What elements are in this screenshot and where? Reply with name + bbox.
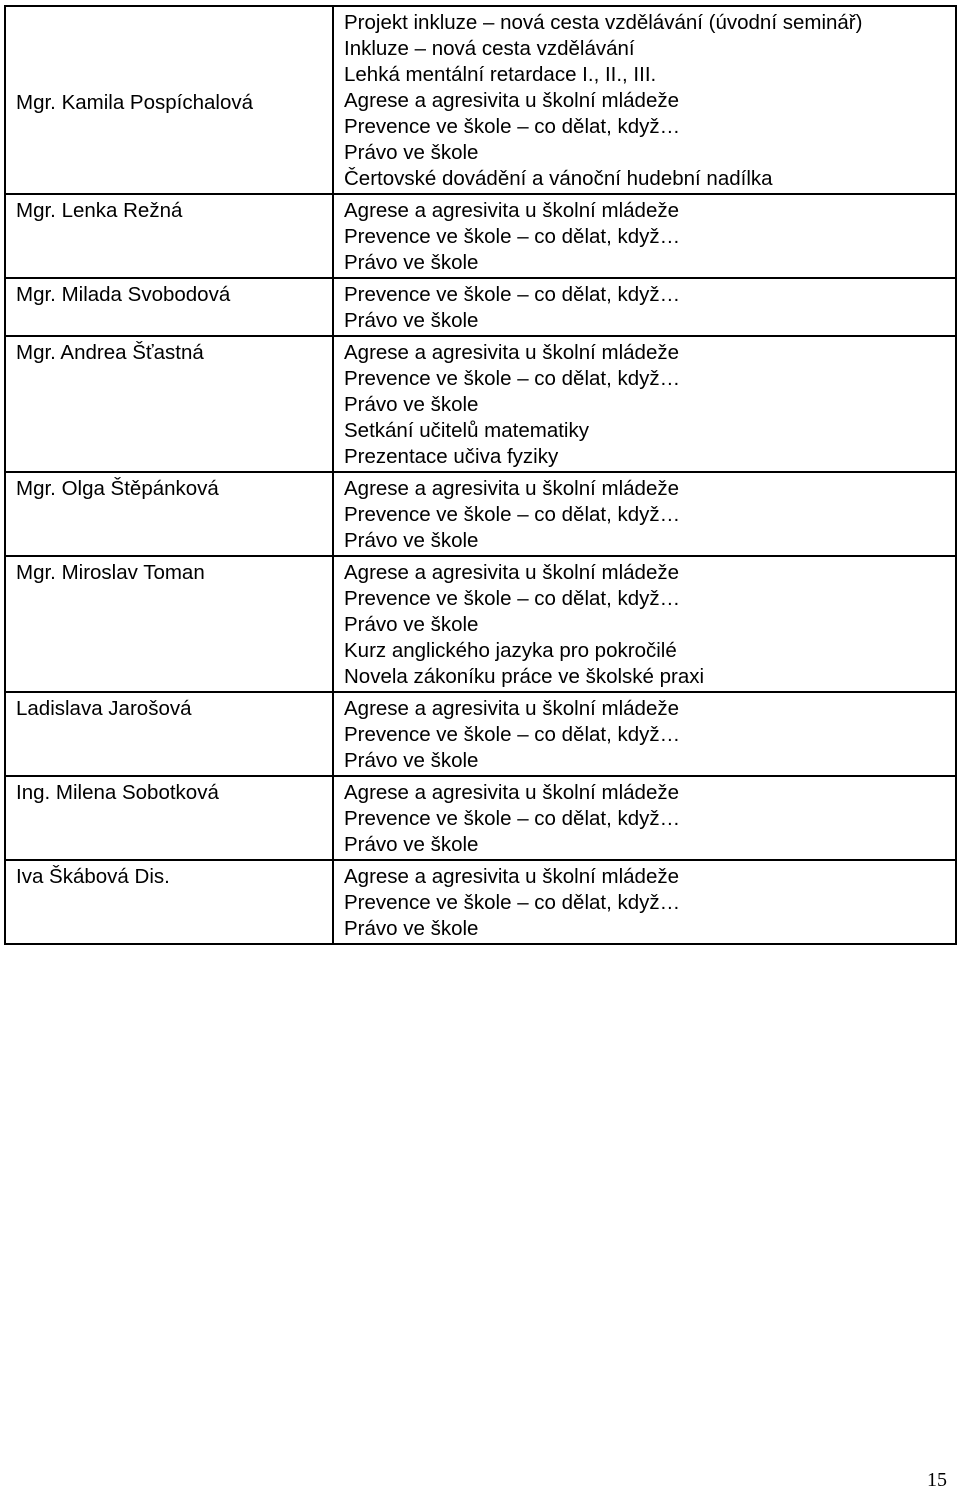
table-row bbox=[5, 860, 956, 944]
course-item: Právo ve škole bbox=[344, 393, 479, 416]
course-item: Prezentace učiva fyziky bbox=[344, 445, 559, 468]
person-name: Iva Škábová Dis. bbox=[16, 865, 170, 888]
person-cell bbox=[5, 556, 333, 692]
training-table bbox=[4, 5, 957, 945]
person-cell bbox=[5, 776, 333, 860]
course-item: Právo ve škole bbox=[344, 749, 479, 772]
course-item: Agrese a agresivita u školní mládeže bbox=[344, 865, 680, 888]
course-item: Agrese a agresivita u školní mládeže bbox=[344, 199, 680, 222]
person-name: Mgr. Olga Štěpánková bbox=[16, 477, 219, 500]
table-row bbox=[5, 472, 956, 556]
course-item: Právo ve škole bbox=[344, 251, 479, 274]
courses-cell bbox=[333, 776, 956, 860]
course-item: Právo ve škole bbox=[344, 309, 479, 332]
course-item: Prevence ve škole – co dělat, když… bbox=[344, 283, 681, 306]
course-item: Právo ve škole bbox=[344, 141, 479, 164]
courses-cell bbox=[333, 336, 956, 472]
course-item: Právo ve škole bbox=[344, 833, 479, 856]
table-row bbox=[5, 6, 956, 194]
training-table-body bbox=[5, 6, 956, 944]
courses-cell bbox=[333, 472, 956, 556]
course-item: Setkání učitelů matematiky bbox=[344, 419, 589, 442]
person-name: Ing. Milena Sobotková bbox=[16, 781, 219, 804]
table-row bbox=[5, 556, 956, 692]
course-item: Novela zákoníku práce ve školské praxi bbox=[344, 665, 705, 688]
course-item: Prevence ve škole – co dělat, když… bbox=[344, 723, 681, 746]
person-cell bbox=[5, 194, 333, 278]
courses-cell bbox=[333, 692, 956, 776]
courses-cell bbox=[333, 6, 956, 194]
person-name: Mgr. Milada Svobodová bbox=[16, 283, 231, 306]
courses-cell bbox=[333, 556, 956, 692]
course-item: Prevence ve škole – co dělat, když… bbox=[344, 115, 681, 138]
course-item: Projekt inkluze – nová cesta vzdělávání (úvodní seminář) bbox=[344, 11, 863, 34]
course-item: Prevence ve škole – co dělat, když… bbox=[344, 891, 681, 914]
course-item: Agrese a agresivita u školní mládeže bbox=[344, 89, 680, 112]
person-name: Mgr. Andrea Šťastná bbox=[16, 341, 204, 364]
course-item: Agrese a agresivita u školní mládeže bbox=[344, 781, 680, 804]
course-item: Právo ve škole bbox=[344, 529, 479, 552]
course-item: Lehká mentální retardace I., II., III. bbox=[344, 63, 657, 86]
course-item: Inkluze – nová cesta vzdělávání bbox=[344, 37, 635, 60]
person-cell bbox=[5, 860, 333, 944]
course-item: Agrese a agresivita u školní mládeže bbox=[344, 697, 680, 720]
courses-cell bbox=[333, 278, 956, 336]
course-item: Agrese a agresivita u školní mládeže bbox=[344, 341, 680, 364]
course-item: Čertovské dovádění a vánoční hudební nadílka bbox=[344, 167, 773, 190]
course-item: Agrese a agresivita u školní mládeže bbox=[344, 477, 680, 500]
person-name: Mgr. Lenka Režná bbox=[16, 199, 183, 222]
table-row bbox=[5, 194, 956, 278]
courses-cell bbox=[333, 860, 956, 944]
course-item: Prevence ve škole – co dělat, když… bbox=[344, 225, 681, 248]
courses-cell bbox=[333, 194, 956, 278]
course-item: Prevence ve škole – co dělat, když… bbox=[344, 807, 681, 830]
table-row bbox=[5, 278, 956, 336]
person-name: Ladislava Jarošová bbox=[16, 697, 192, 720]
person-cell bbox=[5, 692, 333, 776]
course-item: Prevence ve škole – co dělat, když… bbox=[344, 503, 681, 526]
person-name: Mgr. Miroslav Toman bbox=[16, 561, 205, 584]
course-item: Prevence ve škole – co dělat, když… bbox=[344, 367, 681, 390]
person-cell bbox=[5, 6, 333, 194]
table-row bbox=[5, 336, 956, 472]
course-item: Právo ve škole bbox=[344, 917, 479, 940]
table-row bbox=[5, 692, 956, 776]
person-name: Mgr. Kamila Pospíchalová bbox=[16, 91, 254, 114]
course-item: Prevence ve škole – co dělat, když… bbox=[344, 587, 681, 610]
person-cell bbox=[5, 336, 333, 472]
course-item: Kurz anglického jazyka pro pokročilé bbox=[344, 639, 677, 662]
course-item: Právo ve škole bbox=[344, 613, 479, 636]
person-cell bbox=[5, 472, 333, 556]
page-number: 15 bbox=[927, 1469, 947, 1491]
table-row bbox=[5, 776, 956, 860]
course-item: Agrese a agresivita u školní mládeže bbox=[344, 561, 680, 584]
person-cell bbox=[5, 278, 333, 336]
